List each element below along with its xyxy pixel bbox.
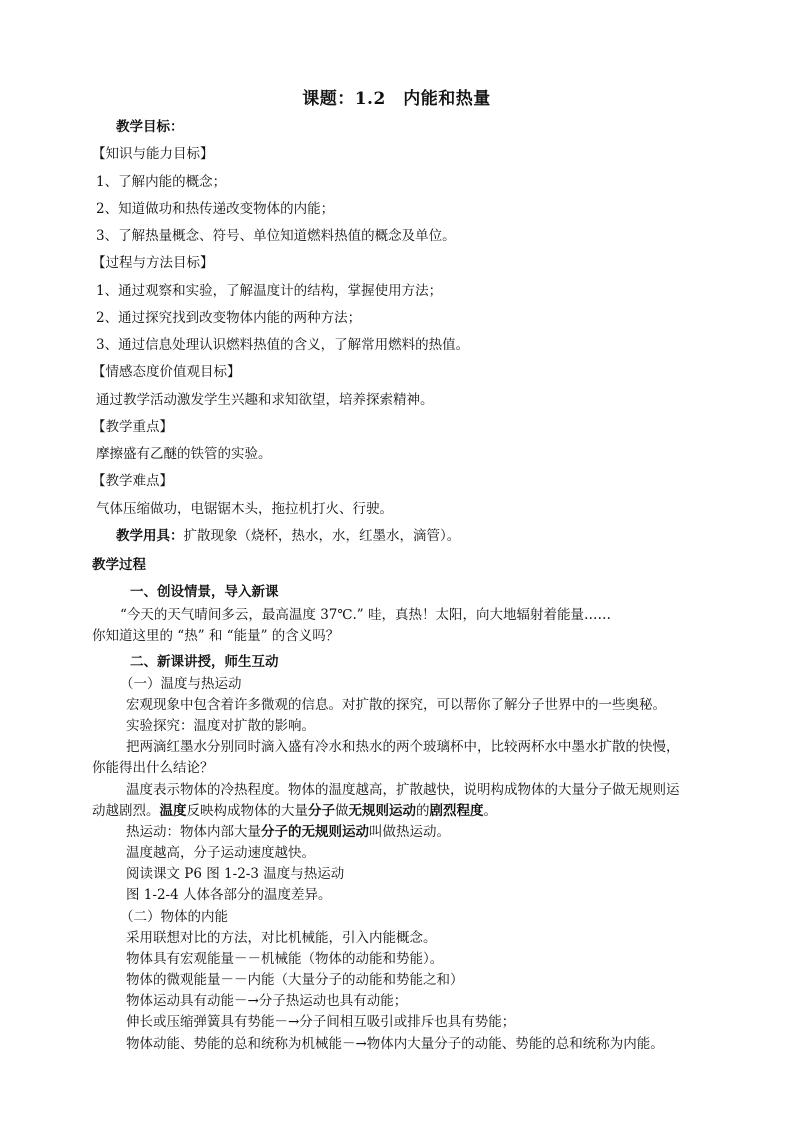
section1-paragraph: “今天的天气晴间多云，最高温度 37℃.” 哇，真热！太阳，向大地辐射着能量……	[120, 607, 611, 623]
emotion-heading: 【情感态度价值观目标】	[92, 364, 241, 380]
tools-label: 教学用具：	[116, 528, 184, 544]
objectives-heading: 教学目标：	[116, 119, 184, 135]
section1-heading: 一、创设情景，导入新课	[130, 584, 279, 600]
section2-heading: 二、新课讲授，师生互动	[130, 654, 279, 670]
text-run: 反映构成物体的大量	[186, 803, 308, 819]
subsection-heading: （一）温度与热运动	[120, 676, 242, 692]
text-run-bold: 分子的无规则运动	[261, 824, 369, 840]
body-paragraph: 阅读课文 P6 图 1-2-3 温度与热运动	[126, 866, 345, 882]
process-item: 1、通过观察和实验，了解温度计的结构，掌握使用方法；	[96, 283, 443, 299]
text-run-bold: 无规则运动	[348, 803, 416, 819]
tools-line	[116, 526, 460, 546]
knowledge-item: 2、知道做功和热传递改变物体的内能；	[96, 201, 335, 217]
subsection-heading: （二）物体的内能	[120, 909, 228, 925]
body-paragraph: 温度表示物体的冷热程度。物体的温度越高，扩散越快，说明构成物体的大量分子做无规则运	[126, 782, 680, 798]
process-item: 2、通过探究找到改变物体内能的两种方法；	[96, 310, 362, 326]
body-paragraph: 采用联想对比的方法，对比机械能，引入内能概念。	[126, 930, 437, 946]
key-point-heading: 【教学重点】	[92, 419, 173, 435]
difficulty-text: 气体压缩做功，电锯锯木头，拖拉机打火、行驶。	[96, 501, 393, 517]
text-run-bold: 温度	[159, 803, 187, 819]
body-paragraph: 物体动能、势能的总和统称为机械能－→物体内大量分子的动能、势能的总和统称为内能。	[126, 1036, 664, 1052]
document-title: 课题：1.2 内能和热量	[302, 89, 491, 109]
body-paragraph	[126, 822, 450, 842]
body-paragraph: 物体运动具有动能－→分子热运动也具有动能；	[126, 993, 408, 1009]
body-paragraph: 把两滴红墨水分别同时滴入盛有冷水和热水的两个玻璃杯中，比较两杯水中墨水扩散的快慢，	[126, 739, 680, 755]
section1-paragraph: 你知道这里的 “热” 和 “能量” 的含义吗？	[92, 628, 340, 644]
process-title: 教学过程	[92, 557, 146, 573]
process-item: 3、通过信息处理认识燃料热值的含义，了解常用燃料的热值。	[96, 337, 470, 353]
body-paragraph: 实验探究：温度对扩散的影响。	[126, 718, 315, 734]
difficulty-heading: 【教学难点】	[92, 473, 173, 489]
body-paragraph: 物体的微观能量－－内能（大量分子的动能和势能之和）	[126, 972, 464, 988]
body-paragraph: 温度越高，分子运动速度越快。	[126, 845, 315, 861]
knowledge-item: 3、了解热量概念、符号、单位知道燃料热值的概念及单位。	[96, 228, 456, 244]
knowledge-item: 1、了解内能的概念；	[96, 174, 227, 190]
process-heading: 【过程与方法目标】	[92, 255, 214, 271]
text-run: 做	[335, 803, 349, 819]
body-paragraph: 伸长或压缩弹簧具有势能－→分子间相互吸引或排斥也具有势能；	[126, 1014, 516, 1030]
body-paragraph	[92, 801, 497, 821]
knowledge-heading: 【知识与能力目标】	[92, 146, 214, 162]
key-point-text: 摩擦盛有乙醚的铁管的实验。	[96, 446, 272, 462]
text-run: 热运动：物体内部大量	[126, 824, 261, 840]
text-run: 动越剧烈。	[92, 803, 160, 819]
emotion-text: 通过教学活动激发学生兴趣和求知欲望，培养探索精神。	[96, 392, 434, 408]
text-run: 。	[483, 803, 497, 819]
body-paragraph: 图 1-2-4 人体各部分的温度差异。	[126, 887, 332, 903]
tools-text: 扩散现象（烧杯，热水，水，红墨水，滴管）。	[183, 528, 461, 544]
body-paragraph: 宏观现象中包含着许多微观的信息。对扩散的探究，可以帮你了解分子世界中的一些奥秘。	[126, 697, 666, 713]
text-run-bold: 剧烈程度	[429, 803, 484, 819]
body-paragraph: 你能得出什么结论？	[92, 760, 214, 776]
text-run: 叫做热运动。	[369, 824, 450, 840]
body-paragraph: 物体具有宏观能量－－机械能（物体的动能和势能）。	[126, 951, 444, 967]
text-run-bold: 分子	[308, 803, 335, 819]
text-run: 的	[416, 803, 430, 819]
